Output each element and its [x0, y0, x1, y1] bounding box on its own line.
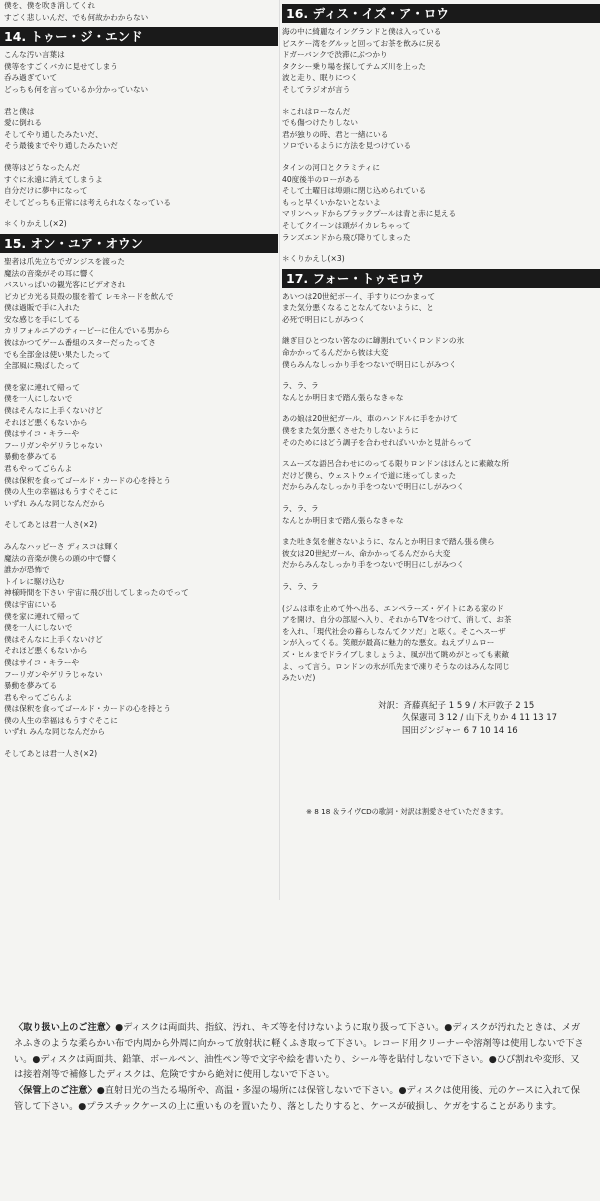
lyric-line: そう最後までやり通したみたいだ: [4, 141, 118, 151]
lyric-line: あいつは20世紀ボーイ、手すりにつかまって: [282, 291, 436, 301]
lyric-line: 僕は宇宙にいる: [4, 599, 58, 609]
lyric-line: ソロでいるように方法を見つけている: [282, 141, 412, 151]
lyric-line: 波と走り、眠りにつく: [282, 73, 358, 83]
lyric-line: タインの河口とクラミティに: [282, 162, 380, 172]
stanza-gap: [282, 96, 600, 106]
lyric-line: 神様時間を下さい 宇宙に飛び出してしまったのでって: [4, 588, 189, 598]
lyric-line: 僕を一人にしないで: [4, 394, 73, 404]
lyric-line: でも傷つけたりしない: [282, 118, 358, 128]
lyric-line: だからみんなしっかり手をつないで明日にしがみつく: [282, 482, 465, 492]
care-notice: [0, 1010, 600, 1115]
lyric-line: ンが入ってくる。笑顔が最高に魅力的な悪女。ねえプリムロー: [282, 638, 495, 648]
lyric-line: 僕はそんなに上手くないけど: [4, 634, 103, 644]
lyric-line: 暴動を夢みてる: [4, 452, 58, 462]
lyric-line: フーリガンやゲリラじゃない: [4, 440, 103, 450]
stanza-gap: [282, 571, 600, 581]
lyric-line: だけど僕ら、ウェストウェイで道に迷ってしまった: [282, 470, 457, 480]
lyric-line: 聖者は爪先立ちでガンジスを渡った: [4, 256, 126, 266]
handling-title: 〈取り扱い上のご注意〉: [14, 1022, 116, 1033]
lyric-line: ドガーバンクで渋滞にぶつかり: [282, 50, 388, 60]
stanza-gap: [282, 448, 600, 458]
credit-line: 対訳：斉藤真紀子 1 5 9 / 木戸敦子 2 15: [378, 700, 535, 711]
stanza-gap: [4, 96, 278, 106]
column-divider: [279, 0, 280, 900]
right-column: [282, 0, 600, 817]
lyric-line: スムーズな語呂合わせにのってる限りロンドンはほんとに素敵な所: [282, 459, 509, 469]
stanza-gap: [282, 493, 600, 503]
lyric-line: トイレに駆け込む: [4, 576, 65, 586]
lyric-line: ランズエンドから飛び降りてしまった: [282, 232, 411, 242]
credit-line: 久保憲司 3 12 / 山下えりか 4 11 13 17: [402, 713, 558, 724]
lyric-line: 僕の人生の幸福はもうすぐそこに: [4, 487, 118, 497]
lyric-line: 僕らみんなしっかり手をつないで明日にしがみつく: [282, 359, 457, 369]
translation-credits: [378, 700, 600, 738]
lyric-line: 海の中に綺麗なイングランドと僕は入っている: [282, 27, 442, 36]
lyric-line: そしてやり通したみたいだ、: [4, 129, 103, 139]
lyric-line: バスいっぱいの観光客にビデオされ: [4, 280, 126, 290]
lyric-line: 安な感じを手にしてる: [4, 314, 80, 324]
lyric-line: 必死で明日にしがみつく: [282, 314, 366, 324]
lyric-line: カリフォルニアのティーピーに住んでいる男から: [4, 326, 170, 336]
lyric-line: こんな汚い言葉は: [4, 50, 65, 60]
lyric-line: 誰かが恐怖で: [4, 565, 50, 575]
lyric-line: 僕等はどうなったんだ: [4, 162, 80, 172]
lyric-line: 僕の人生の幸福はもうすぐそこに: [4, 715, 118, 725]
handling-notice: [14, 1020, 586, 1083]
stanza-gap: [282, 403, 600, 413]
lyric-line: そしてあとは君一人さ(×2): [4, 749, 98, 759]
lyric-line: 魔法の音楽が僕らの頭の中で響く: [4, 553, 118, 563]
lyric-line: フーリガンやゲリラじゃない: [4, 669, 103, 679]
lyric-line: 僕を一人にしないで: [4, 623, 73, 633]
lyric-line: そのためにはどう調子を合わせればいいかと見計らって: [282, 437, 472, 447]
lyric-line: (ジムは車を止めて外へ出る、エンペラーズ・ゲイトにある家のド: [282, 603, 504, 613]
lyric-line: 僕は保釈を食ってゴールド・カードの心を持とう: [4, 475, 171, 485]
lyric-line: 僕を家に連れて帰って: [4, 611, 80, 621]
lyric-line: どっちも何を言っているか分かっていない: [4, 84, 149, 94]
stanza-gap: [282, 325, 600, 335]
lyric-line: そしてあとは君一人さ(×2): [4, 520, 98, 530]
lyric-line: 僕はそんなに上手くないけど: [4, 406, 103, 416]
song-title: 14. トゥー・ジ・エンド: [0, 27, 278, 46]
lyric-line: そして土曜日は埠頭に閉じ込められている: [282, 186, 427, 196]
lyric-line: 魔法の音楽がその耳に響く: [4, 268, 96, 278]
lyric-line: もっと早くいかないとないよ: [282, 197, 381, 207]
song-title: 17. フォー・トゥモロウ: [282, 269, 600, 288]
song-title: 15. オン・ユア・オウン: [0, 234, 278, 253]
lyric-line: いずれ みんな同じなんだから: [4, 727, 106, 737]
lyric-line: 彼はかつてゲーム番組のスターだったってさ: [4, 338, 156, 348]
lyric-line: なんとか明日まで踏ん張らなきゃな: [282, 392, 404, 402]
lyric-line: いずれ みんな同じなんだから: [4, 498, 106, 508]
right-lyrics-column: [282, 4, 600, 684]
lyric-line: 僕を家に連れて帰って: [4, 382, 80, 392]
storage-notice: [14, 1083, 586, 1115]
lyric-line: それほど悪くもないから: [4, 646, 88, 656]
lyric-line: あの娘は20世紀ガール、車のハンドルに手をかけて: [282, 414, 458, 424]
lyric-line: タクシー乗り場を探してテムズ川を上った: [282, 61, 426, 71]
lyric-line: また気分悪くなることなんてないように、と: [282, 303, 434, 313]
lyric-line: また吐き気を催さないように、なんとか明日まで踏ん張る僕ら: [282, 537, 495, 547]
stanza-gap: [4, 372, 278, 382]
lyric-line: 君もやってごらんよ: [4, 692, 73, 702]
credit-line: 国田ジンジャー 6 7 10 14 16: [402, 725, 518, 736]
lyric-line: ラ、ラ、ラ: [282, 504, 319, 513]
stanza-gap: [4, 531, 278, 541]
lyric-line: みんなハッピーさ ディスコは輝く: [4, 541, 120, 551]
lyric-line: 君と僕は: [4, 106, 35, 116]
lyric-line: 僕はサイコ・キラーや: [4, 657, 80, 667]
lyric-line: ＊くりかえし(×3): [282, 254, 345, 264]
lyric-line: 僕をまた気分悪くさせたりしないように: [282, 426, 419, 436]
lyric-line: だからみんなしっかり手をつないで明日にしがみつく: [282, 560, 465, 570]
left-lyrics-column: [0, 0, 278, 760]
lyric-line: マリンヘッドからブラックプールは青と赤に見える: [282, 209, 457, 219]
lyric-line: 愛に倒れる: [4, 118, 42, 128]
footnote: ※ 8 18 ＆ライヴCDの歌詞・対訳は割愛させていただきます。: [306, 807, 508, 817]
stanza-gap: [4, 509, 278, 519]
lyric-line: 僕を、僕を吹き消してくれ: [4, 1, 96, 10]
lyric-line: 僕はサイコ・キラーや: [4, 429, 80, 439]
storage-text: ●直射日光の当たる場所や、高温・多湿の場所には保管しないで下さい。●ディスクは使用後、元のケースに入れて保管して下さい。●プラスチックケースの上に重いものを置いたり、落としたりすると、ケースが破損し、ケガをすることがあります。: [14, 1085, 580, 1112]
lyric-line: 僕等をすごくバカに見せてしまう: [4, 61, 118, 71]
lyric-line: そしてどっちも正常には考えられなくなっている: [4, 197, 171, 207]
handling-text: ●ディスクは両面共、指紋、汚れ、キズ等を付けないように取り扱って下さい。●ディスクが汚れたときは、メガネふきのような柔らかい布で内周から外周に向かって放射状に軽くふき取って下さい。レコード用クリーナーや溶剤等は使用しないで下さい。●ディスクは両面共、鉛筆、ボールペン、油性ペン等で文字や絵を書いたり、シール等を貼付しないで下さい。●ひび割れや変形、又は接着剤等で補修したディスクは、危険ですから絶対に使用しないで下さい。: [14, 1022, 584, 1081]
lyric-line: ビスケー湾をグルッと回ってお茶を飲みに戻る: [282, 38, 442, 48]
lyric-line: すぐに永遠に消えてしまうよ: [4, 174, 103, 184]
stanza-gap: [282, 152, 600, 162]
lyric-line: ラ、ラ、ラ: [282, 581, 319, 591]
lyric-line: 40度後半のローがある: [282, 174, 361, 184]
stanza-gap: [282, 370, 600, 380]
lyric-line: すごく悲しいんだ、でも何故かわからない: [4, 12, 149, 22]
stanza-gap: [4, 738, 278, 748]
lyric-line: ＊これはローなんだ: [282, 106, 351, 116]
lyric-line: でも全部金は使い果たしたって: [4, 349, 111, 359]
lyric-line: それほど悪くもないから: [4, 417, 88, 427]
lyric-line: アを開け、自分の部屋へ入り、それからTVをつけて、消して、お茶: [282, 615, 512, 625]
stanza-gap: [4, 152, 278, 162]
lyric-line: ＊くりかえし(×2): [4, 219, 67, 229]
lyric-line: なんとか明日まで踏ん張らなきゃな: [282, 515, 404, 525]
stanza-gap: [282, 593, 600, 603]
storage-title: 〈保管上のご注意〉: [14, 1085, 97, 1097]
lyric-line: 継ぎ目ひとつない筈なのに罅割れていくロンドンの氷: [282, 336, 465, 346]
lyric-line: みたいだ): [282, 673, 316, 683]
song-title: 16. ディス・イズ・ア・ロウ: [282, 4, 600, 23]
lyric-line: 呑み過ぎていて: [4, 73, 58, 83]
lyric-line: 暴動を夢みてる: [4, 681, 58, 691]
lyric-line: 君が独りの時、君と一緒にいる: [282, 129, 389, 139]
lyric-line: 全部風に飛ばしたって: [4, 361, 80, 371]
lyric-line: ラ、ラ、ラ: [282, 381, 319, 391]
lyric-line: 自分だけに夢中になって: [4, 186, 88, 196]
stanza-gap: [282, 243, 600, 253]
lyric-line: 彼女は20世紀ガール、命かかってるんだから大変: [282, 548, 451, 558]
lyric-line: そしてクイーンは頭がイカレちゃって: [282, 220, 411, 230]
lyric-line: ズ・ヒルまでドライブしましょうよ、風が出て眺めがとっても素敵: [282, 649, 510, 659]
lyric-line: よ、って言う。ロンドンの氷が爪先まで凍りそうなのはみんな同じ: [282, 661, 510, 671]
lyric-line: 僕は保釈を食ってゴールド・カードの心を持とう: [4, 704, 171, 714]
lyric-line: 君もやってごらんよ: [4, 464, 73, 473]
lyric-line: 僕は過販で手に入れた: [4, 303, 80, 313]
lyric-line: 命かかってるんだから彼は大変: [282, 348, 389, 358]
lyric-line: ピカピカ光る貝殻の服を着て レモネードを飲んで: [4, 291, 174, 301]
lyric-line: そしてラジオが言う: [282, 84, 351, 94]
stanza-gap: [282, 526, 600, 536]
lyric-line: を入れ、「現代社会の暮らしなんてクソだ」と呟く。そこへスーザ: [282, 626, 506, 636]
stanza-gap: [4, 208, 278, 218]
